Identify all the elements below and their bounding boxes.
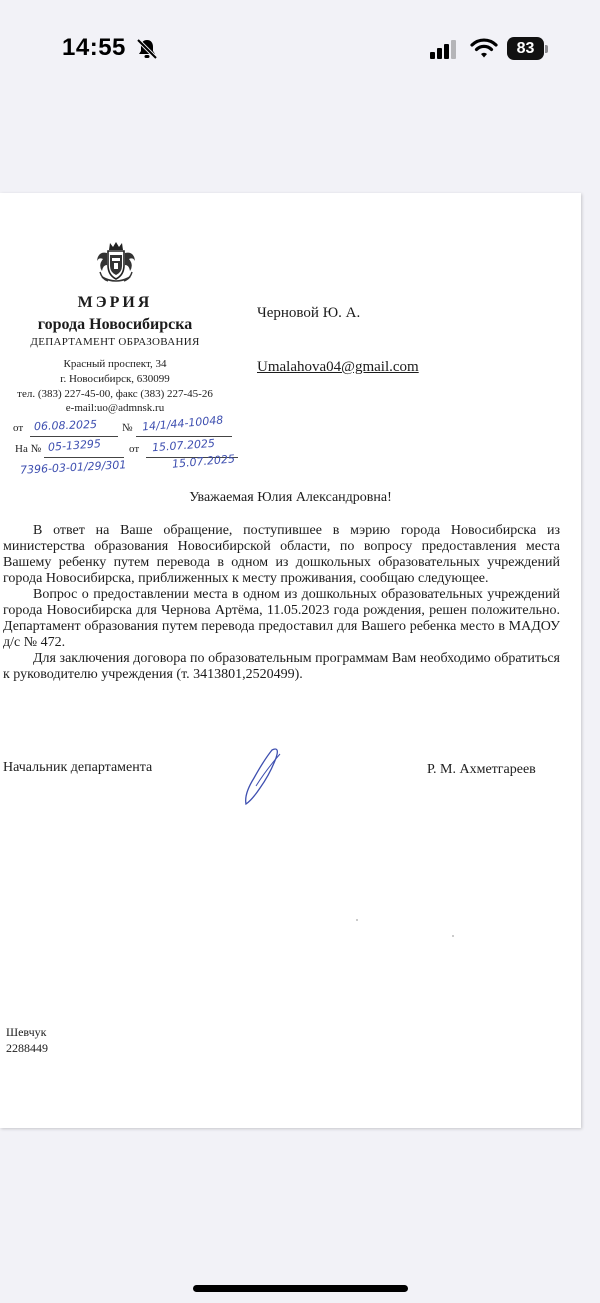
executor-phone: 2288449 xyxy=(6,1041,48,1055)
document-page xyxy=(0,193,581,1128)
bell-slash-icon xyxy=(135,38,159,60)
home-indicator[interactable] xyxy=(193,1285,408,1292)
org-mayor: МЭРИЯ xyxy=(77,294,153,311)
battery-icon xyxy=(507,37,549,60)
org-department: ДЕПАРТАМЕНТ ОБРАЗОВАНИЯ xyxy=(30,336,200,348)
reply-to-line xyxy=(44,457,124,458)
signer-title: Начальник департамента xyxy=(3,760,153,775)
handwritten-signature xyxy=(236,746,292,808)
address-city: г. Новосибирск, 630099 xyxy=(60,373,170,385)
reply-to-number: 05-13295 xyxy=(47,437,102,454)
signal-icon xyxy=(430,39,458,59)
salutation: Уважаемая Юлия Александровна! xyxy=(189,490,392,505)
status-bar xyxy=(0,0,600,100)
scan-speck xyxy=(356,919,358,921)
signer-name: Р. М. Ахметгареев xyxy=(427,762,536,777)
reply-to-label: На № xyxy=(15,443,42,455)
org-city: города Новосибирска xyxy=(37,316,193,333)
number-line xyxy=(136,436,232,437)
address-street: Красный проспект, 34 xyxy=(63,358,167,370)
reply-from-date: 15.07.2025 xyxy=(151,436,216,455)
from-date-line xyxy=(30,436,118,437)
extra-date: 15.07.2025 xyxy=(171,452,236,471)
letter-body xyxy=(3,523,560,683)
number-label: № xyxy=(122,422,133,434)
paragraph: В ответ на Ваше обращение, поступившее в мэрию города Новосибирска из министерства образования Новосибирской области, по вопросу предоставления места Вашему ребенку путем перевода в одном из дошкольных образовательных учреждений города Новосибирска, приближенных к месту проживания, сообщаю следующее. xyxy=(3,523,560,586)
address-phones: тел. (383) 227-45-00, факс (383) 227-45-26 xyxy=(17,388,213,400)
address-email: e-mail:uo@admnsk.ru xyxy=(65,402,165,414)
executor-name: Шевчук xyxy=(6,1025,47,1039)
battery-level: 83 xyxy=(507,37,544,60)
reply-from-label: от xyxy=(129,443,140,455)
reg-number: 14/1/44-10048 xyxy=(141,413,224,434)
wifi-icon xyxy=(470,37,498,59)
coat-of-arms-icon xyxy=(92,239,140,287)
from-date: 06.08.2025 xyxy=(33,417,98,434)
paragraph: Вопрос о предоставлении места в одном из дошкольных образовательных учреждений города Новосибирска для Чернова Артёма, 11.05.2023 года рождения, решен положительно. Департамент образования путем перевода предоставил для Вашего ребенка место в МАДОУ д/с № 472. xyxy=(3,587,560,650)
recipient-email: Umalahova04@gmail.com xyxy=(257,359,419,375)
from-label: от xyxy=(13,422,24,434)
paragraph: Для заключения договора по образовательным программам Вам необходимо обратиться к руководителю учреждения (т. 3413801,2520499). xyxy=(3,651,560,682)
recipient-name: Черновой Ю. А. xyxy=(257,305,361,321)
extra-number: 7396-03-01/29/301 xyxy=(19,458,127,477)
battery-tip xyxy=(545,45,548,53)
scan-speck xyxy=(452,935,454,937)
status-time: 14:55 xyxy=(62,34,126,61)
